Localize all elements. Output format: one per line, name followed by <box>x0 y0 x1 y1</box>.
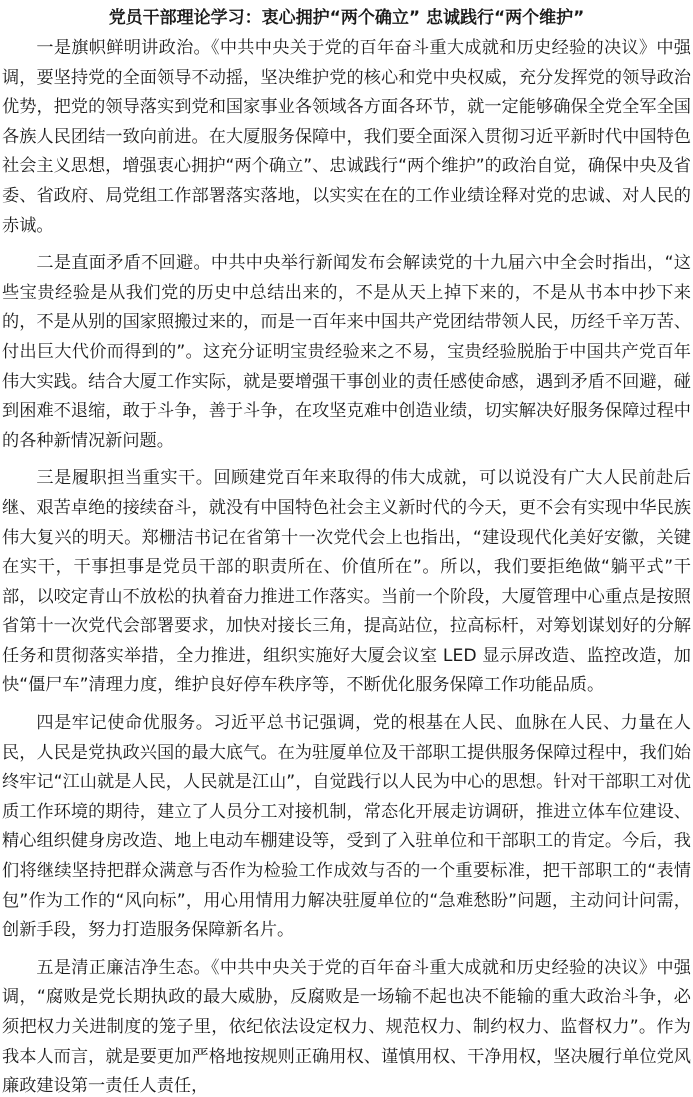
paragraph-5: 五是清正廉洁净生态。《中共中央关于党的百年奋斗重大成就和历史经验的决议》中强调，“腐败是党长期执政的最大威胁，反腐败是一场输不起也决不能输的重大政治斗争，必须把权力关进制度的笼子里，依纪依法设定权力、规范权力、制约权力、监督权力”。作为我本人而言，就是要更加严格地按规则正确用权、谨慎用权、干净用权，坚决履行单位党风廉政建设第一责任人责任， <box>2 957 691 1097</box>
paragraph-1: 一是旗帜鲜明讲政治。《中共中央关于党的百年奋斗重大成就和历史经验的决议》中强调，要坚持党的全面领导不动摇，坚决维护党的核心和党中央权威，充分发挥党的领导政治优势，把党的领导落实到党和国家事业各领域各方面各环节，就一定能够确保全党全军全国各族人民团结一致向前进。在大厦服务保障中，我们要全面深入贯彻习近平新时代中国特色社会主义思想，增强衷心拥护“两个确立”、忠诚践行“两个维护”的政治自觉，确保中央及省委、省政府、局党组工作部署落实落地，以实实在在的工作业绩诠释对党的忠诚、对人民的赤诚。 <box>2 38 691 236</box>
paragraph-4: 四是牢记使命优服务。习近平总书记强调，党的根基在人民、血脉在人民、力量在人民，人民是党执政兴国的最大底气。在为驻厦单位及干部职工提供服务保障过程中，我们始终牢记“江山就是人民，人民就是江山”，自觉践行以人民为中心的思想。针对干部职工对优质工作环境的期待，建立了人员分工对接机制，常态化开展走访调研，推进立体车位建设、精心组织健身房改造、地上电动车棚建设等，受到了入驻单位和干部职工的肯定。今后，我们将继续坚持把群众满意与否作为检验工作成效与否的一个重要标准，把干部职工的“表情包”作为工作的“风向标”，用心用情用力解决驻厦单位的“急难愁盼”问题，主动问计问需，创新手段，努力打造服务保障新名片。 <box>2 713 691 941</box>
paragraph-2: 二是直面矛盾不回避。中共中央举行新闻发布会解读党的十九届六中全会时指出，“这些宝贵经验是从我们党的历史中总结出来的，不是从天上掉下来的，不是从书本中抄下来的，不是从别的国家照搬过来的，而是一百年来中国共产党团结带领人民，历经千辛万苦、付出巨大代价而得到的”。这充分证明宝贵经验来之不易，宝贵经验脱胎于中国共产党百年伟大实践。结合大厦工作实际，就是要增强干事创业的责任感使命感，遇到矛盾不回避，碰到困难不退缩，敢于斗争，善于斗争，在攻坚克难中创造业绩，切实解决好服务保障过程中的各种新情况新问题。 <box>2 253 691 451</box>
document-title: 党员干部理论学习：衷心拥护“两个确立” 忠诚践行“两个维护” <box>108 8 585 28</box>
paragraph-3: 三是履职担当重实干。回顾建党百年来取得的伟大成就，可以说没有广大人民前赴后继、艰苦卓绝的接续奋斗，就没有中国特色社会主义新时代的今天，更不会有实现中华民族伟大复兴的明天。郑栅洁书记在省第十一次党代会上也指出，“建设现代化美好安徽，关键在实干，干事担事是党员干部的职责所在、价值所在”。所以，我们要拒绝做“躺平式”干部，以咬定青山不放松的执着奋力推进工作落实。当前一个阶段，大厦管理中心重点是按照省第十一次党代会部署要求，加快对接长三角，提高站位，拉高标杆，对筹划谋划好的分解任务和贯彻落实举措，全力推进，组织实施好大厦会议室 LED 显示屏改造、监控改造，加快“僵尸车”清理力度，维护良好停车秩序等，不断优化服务保障工作功能品质。 <box>2 468 691 696</box>
